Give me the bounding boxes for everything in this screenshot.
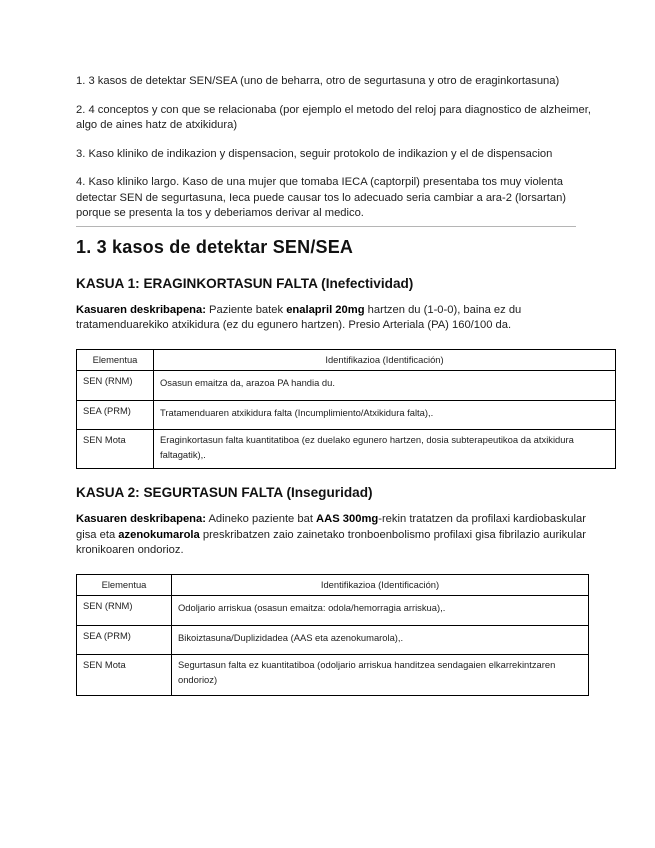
case2-drug: AAS 300mg	[316, 513, 379, 525]
case1-drug: enalapril 20mg	[286, 303, 365, 316]
table-cell: Bikoiztasuna/Duplizidadea (AAS eta azenokumarola),.	[172, 625, 589, 655]
table-cell: SEN Mota	[77, 430, 154, 469]
case1-title: KASUA 1: ERAGINKORTASUN FALTA (Inefectividad)	[76, 275, 414, 291]
case1-desc-text: Paziente batek	[205, 303, 287, 316]
table-header: Identifikazioa (Identificación)	[154, 349, 616, 371]
case2-title: KASUA 2: SEGURTASUN FALTA (Inseguridad)	[76, 485, 373, 500]
case1-desc-label: Kasuaren deskribapena:	[76, 303, 206, 316]
case1-desc-text: hartzen du (1-0-0), baina ez du tratamenduarekiko atxikidura (ez du egunero hartzen). Presio Arteriala (PA) 160/100 da.	[76, 303, 522, 331]
table-cell: Segurtasun falta ez kuantitatiboa (odoljario arriskua handitzea sendagaien elkarrekintzaren ondorioz)	[172, 655, 589, 696]
intro-list	[76, 74, 592, 222]
document-page	[76, 74, 592, 696]
table-header-row	[77, 574, 589, 596]
table-cell: SEN (RNM)	[77, 371, 154, 401]
list-item: 4. Kaso kliniko largo. Kaso de una mujer que tomaba IECA (captorpil) presentaba tos muy violenta detectar SEN de segurtasuna, Ieca puede causar tos lo adecuado seria cambiar a ara-2 (lorsartan) porque se presenta la tos y deberiamos derivar al medico.	[76, 176, 567, 219]
table-cell: Eraginkortasun falta kuantitatiboa (ez duelako egunero hartzen, dosia subterapeutikoa da atxikidura faltagatik),.	[154, 430, 616, 469]
table-cell: Tratamenduaren atxikidura falta (Incumplimiento/Atxikidura falta),.	[154, 400, 616, 430]
table-row	[77, 400, 616, 430]
table-cell: Osasun emaitza da, arazoa PA handia du.	[154, 371, 616, 401]
table-header: Elementua	[77, 574, 172, 596]
case2-desc-label: Kasuaren deskribapena:	[76, 513, 206, 525]
list-item: 3. Kaso kliniko de indikazion y dispensacion, seguir protokolo de indikazion y el de dispensacion	[76, 147, 553, 160]
case2-description	[76, 512, 592, 559]
table-row	[77, 625, 589, 655]
case2-desc-text: preskribatzen zaio zainetako tronboenbolismo profilaxi gisa fibrilazio aurikular kronikoaren ondorioz.	[76, 528, 586, 556]
horizontal-divider	[76, 226, 576, 227]
case1-description	[76, 303, 592, 334]
table-row	[77, 371, 616, 401]
table-header: Identifikazioa (Identificación)	[172, 574, 589, 596]
table-cell: SEA (PRM)	[77, 400, 154, 430]
table-row	[77, 655, 589, 696]
table-row	[77, 430, 616, 469]
case2-desc-text: Adineko paziente bat	[205, 513, 317, 525]
case2-table	[76, 574, 589, 697]
section-title: 1. 3 kasos de detektar SEN/SEA	[76, 236, 354, 257]
table-header-row	[77, 349, 616, 371]
table-header: Elementua	[77, 349, 154, 371]
case2-drug: azenokumarola	[118, 528, 200, 541]
table-row	[77, 596, 589, 626]
list-item: 1. 3 kasos de detektar SEN/SEA (uno de beharra, otro de segurtasuna y otro de eraginkortasuna)	[76, 75, 560, 87]
table-cell: SEN Mota	[77, 655, 172, 696]
list-item: 2. 4 conceptos y con que se relacionaba (por ejemplo el metodo del reloj para diagnostico de alzheimer, algo de aines hatz de atxikidura)	[76, 103, 591, 131]
table-cell: Odoljario arriskua (osasun emaitza: odola/hemorragia arriskua),.	[172, 596, 589, 626]
case1-table	[76, 349, 616, 470]
table-cell: SEA (PRM)	[77, 625, 172, 655]
table-cell: SEN (RNM)	[77, 596, 172, 626]
case2-desc-text: -rekin tratatzen da profilaxi kardiobaskular gisa eta	[76, 513, 586, 541]
